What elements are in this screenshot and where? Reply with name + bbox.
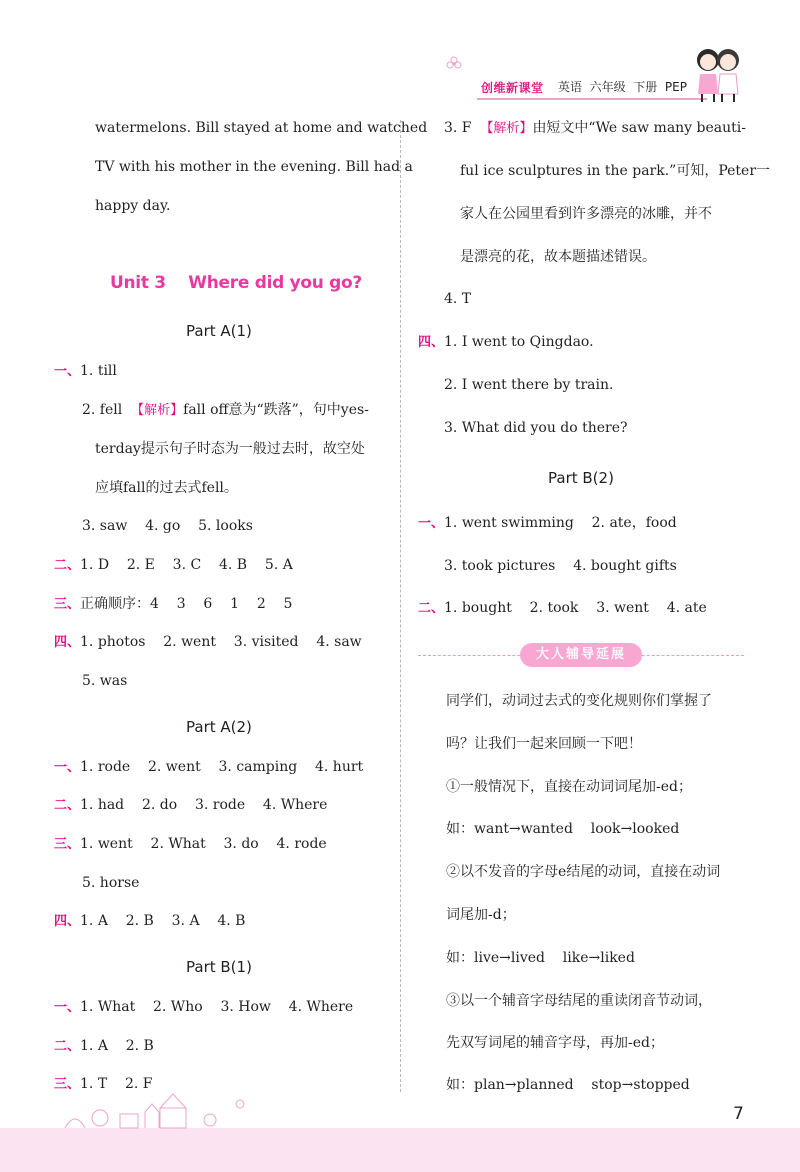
answer-text: 5. horse [82,875,140,891]
question-mark: 二、 [54,558,81,573]
answer-text: 是漂亮的花，故本题描述错误。 [460,249,656,265]
question-mark: 一、 [54,760,81,775]
answer-row [54,594,292,615]
answer-text: 1. A 2. B 3. A 4. B [80,913,246,929]
answer-row [54,911,245,932]
answer-text: 1. till [80,363,117,379]
answer-row [418,332,594,353]
tip-line: 词尾加-d； [446,907,516,923]
column-divider [400,120,401,1092]
answer-text: 1. T 2. F [80,1076,153,1092]
tip-line: 吗？让我们一起来回顾一下吧！ [446,736,642,752]
answer-text: 由短文中“We saw many beauti- [532,120,746,136]
answer-text: 1. I went to Qingdao. [444,334,594,350]
question-mark: 四、 [54,635,81,650]
answer-row [54,757,363,778]
answer-text: 家人在公园里看到许多漂亮的冰雕，并不 [460,206,712,222]
intro-line: TV with his mother in the evening. Bill had a [95,159,413,175]
answer-text: fall off意为“跌落”，句中yes- [183,402,369,418]
answer-text: 2. I went there by train. [444,377,614,393]
tip-line: ①一般情况下，直接在动词词尾加-ed； [446,779,692,795]
answer-row [418,598,707,619]
answer-text: 1. had 2. do 3. rode 4. Where [80,797,328,813]
answer-text: 1. rode 2. went 3. camping 4. hurt [80,759,364,775]
answer-row [54,795,327,816]
answer-row [444,118,746,139]
answer-text: 3. F [444,120,481,136]
answer-text: 2. fell [82,402,132,418]
question-mark: 一、 [418,516,445,531]
castle-decoration-icon [60,1090,260,1130]
flower-icon [446,56,462,72]
section-title-part-a2: Part A(2) [186,718,252,736]
question-mark: 三、 [54,837,81,852]
answer-text: 1. bought 2. took 3. went 4. ate [444,600,707,616]
answer-text: 1. photos 2. went 3. visited 4. saw [80,634,362,650]
page-header [0,0,800,110]
tip-line: 如：plan→planned stop→stopped [446,1077,690,1093]
footer-band [0,1128,800,1172]
answer-text: ful ice sculptures in the park.”可知，Peter一 [460,163,771,179]
question-mark: 二、 [54,798,81,813]
explanation-tag: 【解析】 [131,403,184,418]
question-mark: 四、 [54,914,81,929]
answer-text: 3. took pictures 4. bought gifts [444,558,677,574]
parent-guide-banner: 大人辅导延展 [520,643,642,667]
tip-line: ③以一个辅音字母结尾的重读闭音节动词， [446,993,712,1009]
header-rule [477,98,707,100]
tip-line: 先双写词尾的辅音字母，再加-ed； [446,1035,664,1051]
tip-line: ②以不发音的字母e结尾的动词，直接在动词 [446,864,721,880]
intro-line: watermelons. Bill stayed at home and watched [95,120,428,136]
brand-title: 创维新课堂 [481,81,544,95]
answer-text: terday提示句子时态为一般过去时，故空处 [95,441,365,457]
explanation-tag: 【解析】 [480,121,533,136]
section-title-part-b1: Part B(1) [186,958,252,976]
tip-line: 同学们，动词过去式的变化规则你们掌握了 [446,693,712,709]
answer-row [54,632,362,653]
answer-row [54,834,327,855]
answer-text: 3. saw 4. go 5. looks [82,518,253,534]
section-title-part-a1: Part A(1) [186,322,252,340]
question-mark: 一、 [54,364,81,379]
answer-text: 1. A 2. B [80,1038,154,1054]
answer-row [54,1036,154,1057]
question-mark: 二、 [418,601,445,616]
answer-text: 1. What 2. Who 3. How 4. Where [80,999,354,1015]
answer-text: 3. What did you do there? [444,420,628,436]
answer-row [82,400,369,421]
tip-line: 如：live→lived like→liked [446,950,635,966]
unit-title: Unit 3 Where did you go? [110,273,362,293]
cartoon-girls-icon [690,44,746,104]
question-mark: 三、 [54,1077,81,1092]
tip-line: 如：want→wanted look→looked [446,821,680,837]
question-mark: 四、 [418,335,445,350]
question-mark: 三、 [54,597,81,612]
answer-text: 5. was [82,673,128,689]
answer-text: 4. T [444,291,472,307]
intro-line: happy day. [95,198,171,214]
answer-row [418,513,677,534]
answer-text: 应填fall的过去式fell。 [95,480,238,496]
answer-text: 1. D 2. E 3. C 4. B 5. A [80,557,293,573]
answer-text: 正确顺序：4 3 6 1 2 5 [80,596,293,612]
answer-row [54,997,353,1018]
answer-row [54,555,293,576]
answer-text: 1. went 2. What 3. do 4. rode [80,836,327,852]
answer-row [54,361,117,382]
answer-text: 1. went swimming 2. ate，food [444,515,677,531]
question-mark: 二、 [54,1039,81,1054]
question-mark: 一、 [54,1000,81,1015]
section-title-part-b2: Part B(2) [548,469,614,487]
page-number: 7 [733,1104,744,1124]
book-info: 英语 六年级 下册 PEP [558,80,687,94]
